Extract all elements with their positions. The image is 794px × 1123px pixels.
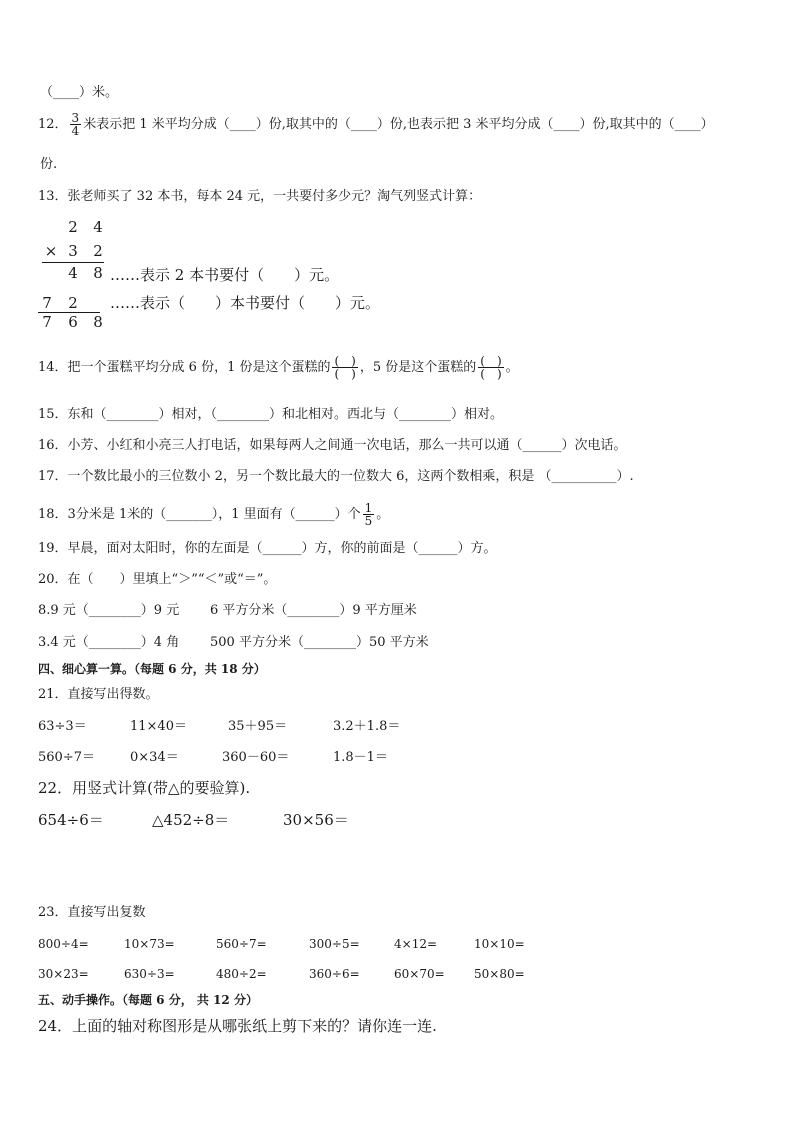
question-22: 22．用竖式计算(带△的要验算).	[38, 779, 251, 797]
q21-item: 360－60＝	[222, 750, 290, 765]
q20-row2-right: 500 平方分米（________）50 平方米	[210, 635, 429, 650]
question-19: 19．早晨，面对太阳时，你的左面是（______）方，你的前面是（______）方。	[38, 541, 497, 556]
calc-rule	[42, 262, 104, 263]
question-20: 20．在（ ）里填上“＞”“＜”或“＝”。	[38, 572, 277, 587]
q14-text-a: 14．把一个蛋糕平均分成 6 份，1 份是这个蛋糕的	[38, 360, 331, 375]
section-5-heading: 五、动手操作。（每题 6 分， 共 12 分）	[38, 993, 258, 1007]
q23-item: 480÷2=	[216, 967, 267, 981]
q14-fraction-2	[478, 355, 503, 380]
q23-item: 630÷3=	[124, 967, 175, 981]
q12-number: 12．	[38, 117, 68, 132]
q23-item: 60×70=	[394, 967, 445, 981]
q12-text: 米表示把 1 米平均分成（____）份,取其中的（____）份,也表示把 3 米平均分成（____）份,取其中的（____）	[83, 117, 714, 132]
row5-digit: 7	[42, 313, 52, 331]
q18-fraction-numerator: 1	[364, 501, 373, 515]
q23-item: 360÷6=	[309, 967, 360, 981]
q21-item: 0×34＝	[130, 750, 179, 765]
row2-digit: 3	[68, 242, 78, 260]
q20-row1-left: 8.9 元（________）9 元	[38, 603, 180, 618]
row3-digit: 8	[93, 264, 103, 282]
q18-tail: 。	[376, 507, 390, 522]
section-4-heading: 四、细心算一算。（每题 6 分，共 18 分）	[38, 662, 266, 676]
q18-text: 18．3分米是 1米的（_______），1 里面有（______）个	[38, 507, 361, 522]
question-12	[38, 112, 714, 152]
row5-digit: 8	[93, 313, 103, 331]
row4-note: ……表示（ ）本书要付（ ）元。	[110, 294, 381, 312]
q22-item: 654÷6＝	[38, 811, 104, 829]
blank-numerator: ( )	[334, 354, 356, 368]
row4-digit: 7	[42, 294, 52, 312]
q12-fraction-denominator: 4	[71, 124, 80, 138]
q23-item: 800÷4=	[38, 937, 89, 951]
q12-fraction	[70, 112, 82, 137]
q11-tail: （____）米。	[40, 85, 119, 100]
q14-fraction-1	[332, 355, 357, 380]
question-18	[38, 495, 389, 535]
q23-item: 560÷7=	[216, 937, 267, 951]
question-13: 13．张老师买了 32 本书，每本 24 元，一共要付多少元？淘气列竖式计算：	[38, 189, 482, 204]
row5-digit: 6	[68, 313, 78, 331]
q20-row1-right: 6 平方分米（________）9 平方厘米	[210, 603, 417, 618]
q20-row2-left: 3.4 元（________）4 角	[38, 635, 180, 650]
q21-item: 63÷3＝	[38, 719, 87, 734]
row1-digit: 2	[68, 218, 78, 236]
q23-item: 10×10=	[474, 937, 525, 951]
q21-item: 35＋95＝	[228, 719, 288, 734]
q12-fraction-numerator: 3	[71, 111, 80, 125]
row4-digit: 2	[68, 294, 78, 312]
question-23: 23．直接写出复数	[38, 905, 146, 920]
row3-note: ……表示 2 本书要付（ ）元。	[110, 266, 340, 284]
question-24: 24．上面的轴对称图形是从哪张纸上剪下来的？请你连一连.	[38, 1017, 437, 1035]
q12-tail: 份.	[40, 157, 58, 172]
question-21: 21．直接写出得数。	[38, 687, 159, 702]
q23-item: 4×12=	[394, 937, 438, 951]
q22-item: 30×56＝	[283, 811, 349, 829]
row2-digit: 2	[93, 242, 103, 260]
q21-item: 3.2＋1.8＝	[333, 719, 401, 734]
question-14	[38, 348, 519, 388]
question-17: 17．一个数比最小的三位数小 2，另一个数比最大的一位数大 6，这两个数相乘，积是 （__________）.	[38, 469, 634, 484]
q21-item: 1.8－1＝	[333, 750, 388, 765]
q14-text-c: 。	[505, 360, 519, 375]
q23-item: 300÷5=	[309, 937, 360, 951]
row1-digit: 4	[93, 218, 103, 236]
question-15: 15．东和（________）相对，（________）和北相对。西北与（________）相对。	[38, 407, 504, 422]
q22-item: △452÷8＝	[152, 811, 230, 829]
q14-text-b: ，5 份是这个蛋糕的	[359, 360, 477, 375]
blank-denominator: ( )	[334, 367, 356, 381]
multiply-sign: ×	[44, 242, 58, 260]
row3-digit: 4	[68, 264, 78, 282]
blank-numerator: ( )	[480, 354, 502, 368]
q21-item: 11×40＝	[130, 719, 187, 734]
q21-item: 560÷7＝	[38, 750, 95, 765]
q23-item: 10×73=	[124, 937, 175, 951]
question-16: 16．小芳、小红和小亮三人打电话，如果每两人之间通一次电话，那么一共可以通（______）次电话。	[38, 438, 627, 453]
q23-item: 50×80=	[474, 967, 525, 981]
q18-fraction	[363, 502, 375, 527]
q23-item: 30×23=	[38, 967, 89, 981]
blank-denominator: ( )	[480, 367, 502, 381]
q18-fraction-denominator: 5	[364, 514, 373, 528]
